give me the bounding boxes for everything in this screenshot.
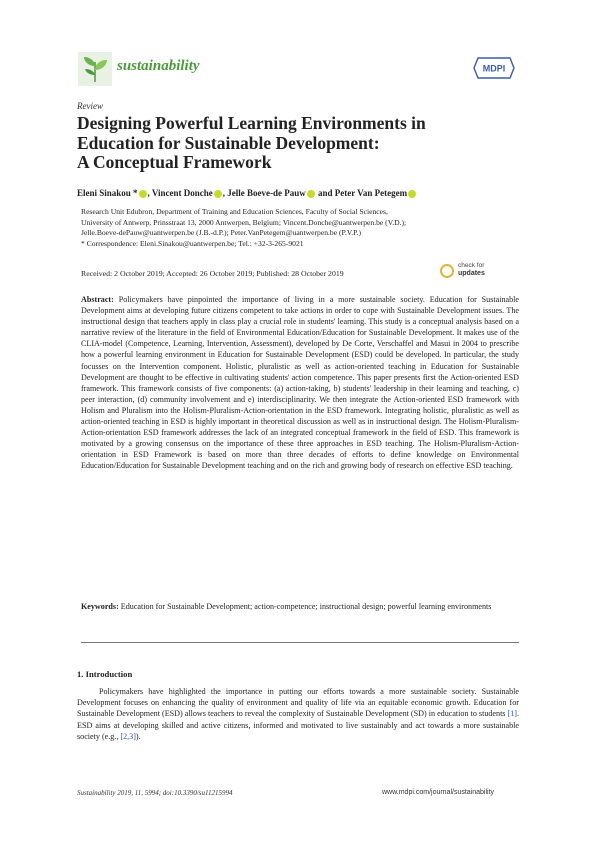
paper-title [77, 114, 517, 173]
correspondence-line: * Correspondence: Eleni.Sinakou@uantwerpen.be; Tel.: +32-3-265-9021 [81, 238, 304, 248]
check-updates-line2[interactable]: updates [458, 270, 485, 277]
title-line-2: Education for Sustainable Development: [77, 132, 380, 153]
citation-link[interactable]: [2,3] [120, 731, 136, 741]
keywords-label: Keywords: [81, 602, 119, 611]
title-line-1: Designing Powerful Learning Environments in [77, 113, 426, 133]
orcid-icon[interactable] [139, 190, 147, 198]
intro-paragraph [77, 686, 519, 742]
publisher-logo-text: MDPI [482, 63, 506, 74]
affiliation-line: Jelle.Boeve-dePauw@uantwerpen.be (J.B.-d.P.); Peter.VanPetegem@uantwerpen.be (P.V.P.) [81, 228, 361, 238]
keywords [81, 601, 519, 612]
article-type: Review [77, 101, 103, 111]
section-divider [81, 642, 519, 643]
orcid-icon[interactable] [307, 190, 315, 198]
citation-link[interactable]: [1] [507, 709, 517, 719]
abstract-label: Abstract: [81, 295, 114, 304]
author-1: Eleni Sinakou * [77, 188, 138, 198]
check-updates-line1[interactable]: check for [458, 262, 485, 269]
author-3: , Jelle Boeve-de Pauw [222, 188, 306, 198]
journal-logo-icon [78, 52, 112, 86]
orcid-icon[interactable] [408, 190, 416, 198]
intro-text-3: ). [135, 731, 141, 741]
intro-text-2: . ESD aims at developing skilled and active citizens, informed and motivated to live sustainably and act towards a more sustainable society (e.g., [77, 709, 519, 741]
footer-url[interactable]: www.mdpi.com/journal/sustainability [382, 789, 495, 796]
author-list [77, 188, 417, 198]
author-2: , Vincent Donche [147, 188, 213, 198]
check-for-updates-icon[interactable] [440, 264, 454, 278]
orcid-icon[interactable] [214, 190, 222, 198]
affiliation-block [81, 207, 521, 249]
author-4: and Peter Van Petegem [315, 188, 408, 198]
title-line-3: A Conceptual Framework [77, 152, 272, 172]
abstract-text: Policymakers have pinpointed the importance of living in a more sustainable society. Education for Sustainable Development aims at developing future citizens competent to take actions in order to cope with Sustainable Development issues. The instructional design that teachers apply in class play a crucial role in students' learning. This study is a conceptual analysis based on a narrative review of the literature in the field of Environmental Education/Education for Sustainable Development. It makes use of the CLIA-model (Competence, Learning, Intervention, Assessment), developed by De Corte, Verschaffel and Masui in 2004 to prescribe how a powerful learning environment in Education for Sustainable Development (ESD) could be developed. In particular, the study focusses on the Intervention component. Holistic, pluralistic as well as action-oriented teaching in Education for Sustainable Development are thought to be effective in cultivating students' action competence. This paper presents first the Action-oriented ESD framework. This framework consists of five components: (a) action-taking, b) students' leadership in their learning and teaching, c) peer interaction, (d) community involvement and e) interdisciplinarity. We then integrate the Action-oriented ESD framework with Holism and Pluralism into the Holism-Pluralism-Action-orientation in the ESD framework. Integrating holistic, pluralistic as well as action-oriented teaching in ESD is highly important in theoretical discussion as well as in instructional design. The Holism-Pluralism-Action-orientation ESD framework addresses the lack of an integrated conceptual framework in the field of ESD. This framework is motivated by a growing consensus on the importance of these three approaches in ESD teaching. The Holism-Pluralism-Action-orientation in ESD Framework is based on more than three decades of efforts to define knowledge on Environmental Education/Education for Sustainable Development teaching and on the rich and growing body of research on effective ESD teaching. [81, 295, 519, 471]
affiliation-line: University of Antwerp, Prinsstraat 13, 2000 Antwerpen, Belgium; Vincent.Donche@uantwerpen.be (V.D.); [81, 217, 407, 227]
affiliation-line: Research Unit Edubron, Department of Training and Education Sciences, Faculty of Social Sciences, [81, 207, 388, 216]
journal-name: sustainability [117, 58, 200, 74]
publisher-logo [472, 56, 516, 80]
footer-citation: Sustainability 2019, 11, 5994; doi:10.3390/su11215994 [77, 789, 233, 797]
publication-dates: Received: 2 October 2019; Accepted: 26 October 2019; Published: 28 October 2019 [81, 269, 344, 278]
intro-text-1: Policymakers have highlighted the importance in putting our efforts towards a more sustainable society. Sustainable Development focuses on enhancing the quality of environment and quality of life via an equitable economic growth. Education for Sustainable Development (ESD) allows teachers to reveal the complexity of Sustainable Development (SD) in education to students [77, 687, 519, 719]
section-heading: 1. Introduction [77, 669, 133, 679]
keywords-text: Education for Sustainable Development; action-competence; instructional design; powerful learning environments [120, 602, 492, 611]
abstract [81, 294, 519, 472]
